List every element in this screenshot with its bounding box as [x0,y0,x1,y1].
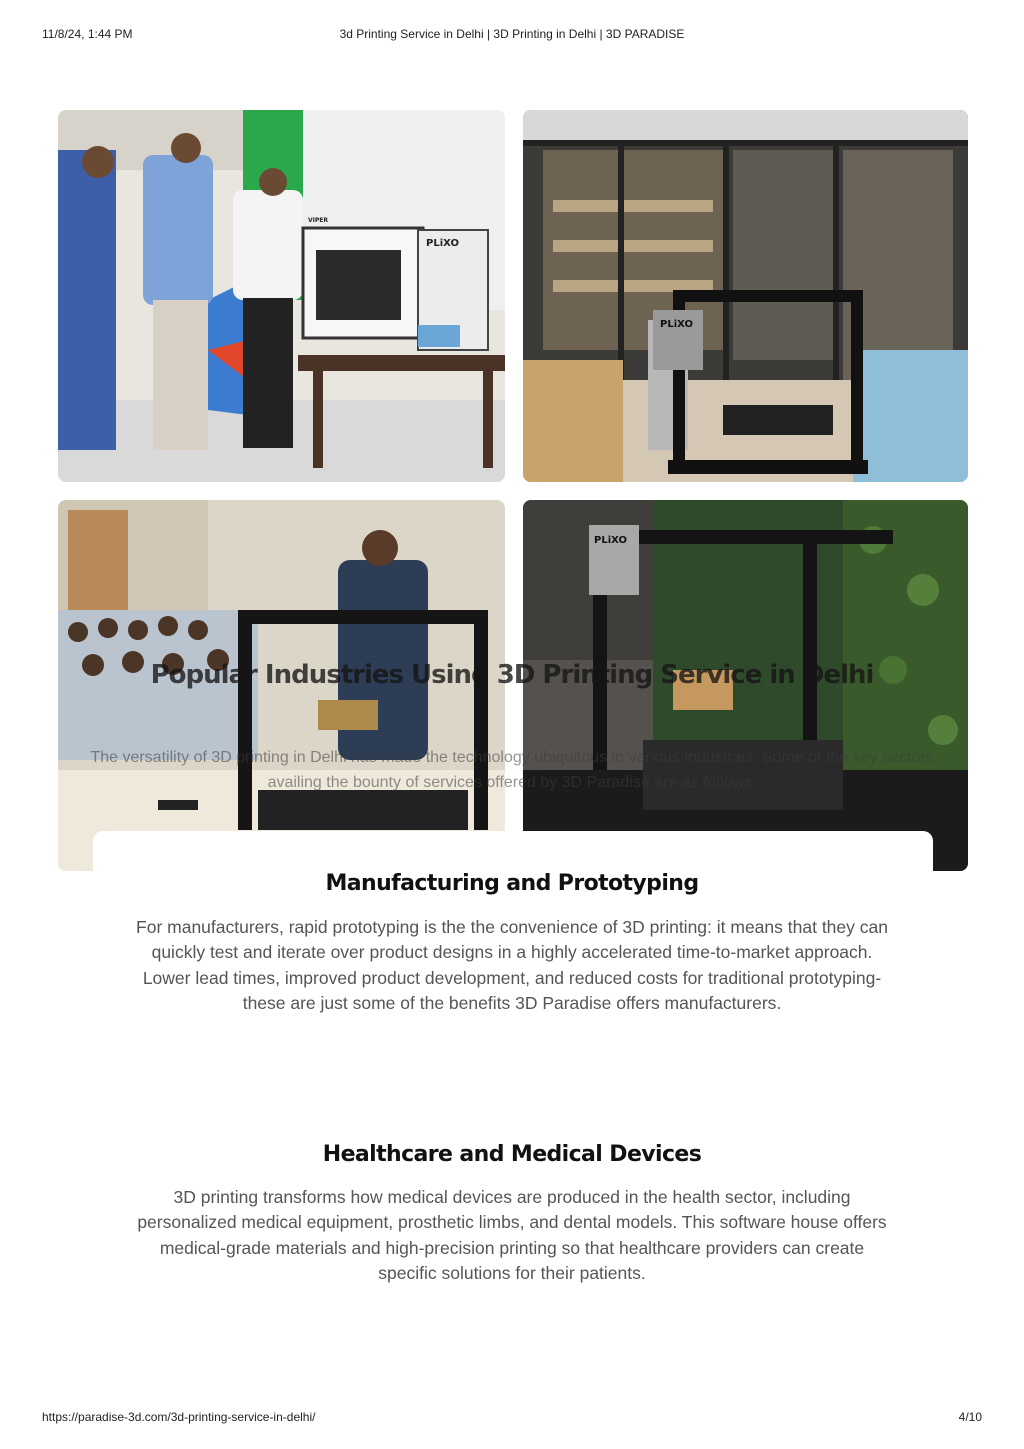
section-heading-manufacturing: Manufacturing and Prototyping [325,871,699,896]
photo-team-with-printers [58,110,505,482]
photo-printer-in-store [523,110,968,482]
industries-heading: Popular Industries Using 3D Printing Service in Delhi [150,660,874,690]
printer-brand-label: PLiXO [426,238,459,249]
photo-printer-in-store-image [523,110,968,482]
print-datetime: 11/8/24, 1:44 PM [42,27,133,41]
section-body-healthcare: 3D printing transforms how medical devices are produced in the health sector, including personalized medical equipment, prosthetic limbs, and dental models. This software house offers medical-grade materials and high-precision printing so that healthcare providers can create specific solutions for their patients. [137,1187,887,1283]
printer-brand-label: VIPER [308,217,328,224]
photo-team-with-printers-image [58,110,505,482]
printer-brand-label: PLiXO [660,319,693,330]
print-url: https://paradise-3d.com/3d-printing-service-in-delhi/ [42,1410,316,1424]
section-body-manufacturing: For manufacturers, rapid prototyping is the the convenience of 3D printing: it means that they can quickly test and iterate over product designs in a highly accelerated time-to-market approach. Lower lead times, improved product development, and reduced costs for traditional prototyping-these are just some of the benefits 3D Paradise offers manufacturers. [136,917,888,1013]
print-page-title: 3d Printing Service in Delhi | 3D Printing in Delhi | 3D PARADISE [339,27,685,41]
print-page-number: 4/10 [958,1410,982,1424]
industries-intro-paragraph: The versatility of 3D printing in Delhi has made the technology ubiquitous in various industries. Some of the key sectors availing the bounty of services offered by 3D Paradise are as follows: [90,749,934,791]
printer-brand-label: PLiXO [594,535,627,546]
section-heading-healthcare: Healthcare and Medical Devices [322,1142,702,1167]
print-header [0,27,1024,43]
